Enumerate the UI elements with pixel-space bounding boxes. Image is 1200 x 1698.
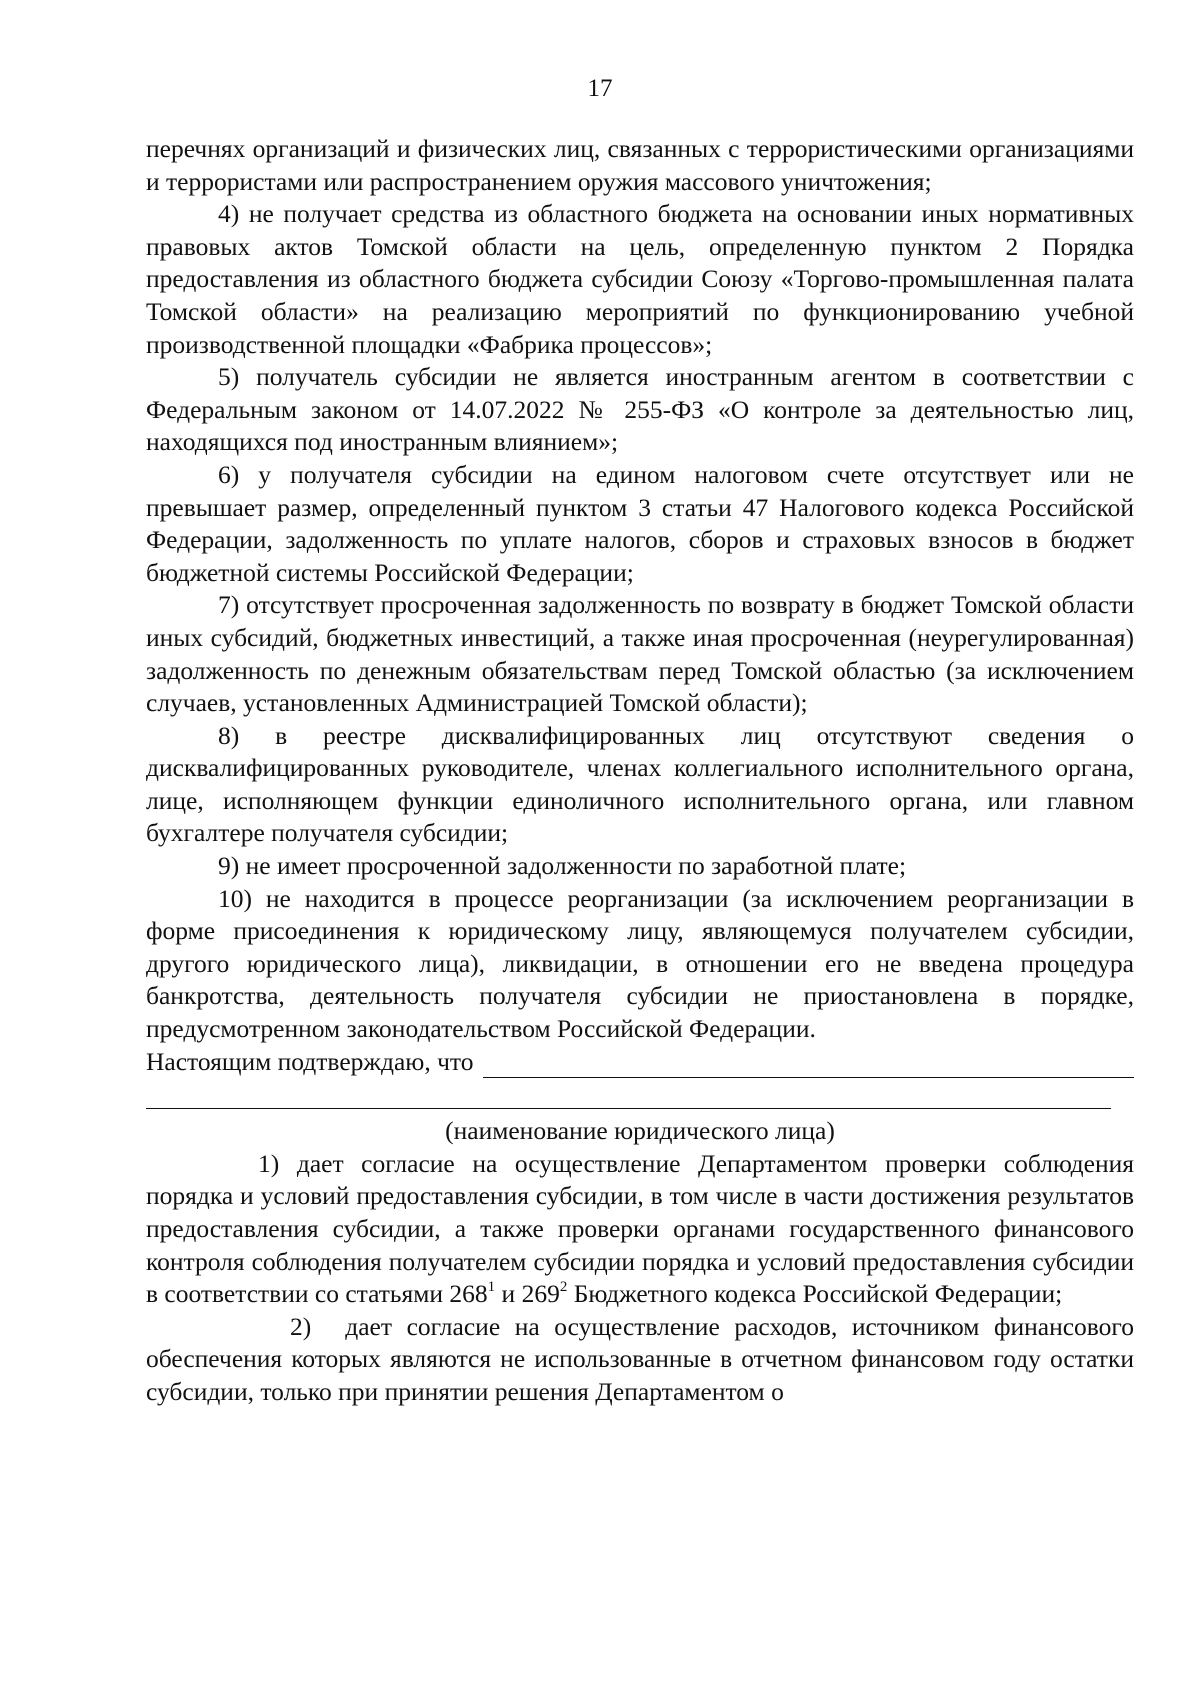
page-number: 17 [587,75,613,102]
list-item-6: 6) у получателя субсидии на едином налоговом счете отсутствует или не превышает размер, определенный пунктом 3 статьи 47 Налогового кодекса Российской Федерации, задолженность по уплате налогов, сборов и страховых взносов в бюджет бюджетной системы Российской Федерации; [146,459,1134,587]
list-item-5: 5) получатель субсидии не является иностранным агентом в соответствии с Федеральным законом от 14.07.2022 № 255-ФЗ «О контроле за деятельностью лиц, находящихся под иностранным влиянием»; [146,362,1134,457]
entity-name-blank [483,1053,1134,1078]
confirmation-lead: Настоящим подтверждаю, что [146,1046,474,1076]
consent-item-1-sup-b: 2 [559,1279,568,1296]
consent-item-2-number: 2) [290,1311,312,1341]
list-item-9: 9) не имеет просроченной задолженности по заработной плате; [218,851,907,881]
consent-item-1-sup-a: 1 [487,1279,496,1296]
document-body [146,133,1134,1409]
entity-name-caption: (наименование юридического лица) [445,1116,835,1146]
list-item-4: 4) не получает средства из областного бюджета на основании иных нормативных правовых актов Томской области на цель, определенную пунктом 2 Порядка предоставления из областного бюджета субсидии Союзу «Торгово-промышленная палата Томской области» на реализацию мероприятий по функционированию учебной производственной площадки «Фабрика процессов»; [146,199,1134,359]
confirmation-line [146,1046,1134,1079]
consent-item-2-text: дает согласие на осуществление расходов, источником финансового обеспечения которых являются не использованные в отчетном финансовом году остатки субсидии, только при принятии решения Департаментом о [146,1311,1134,1406]
consent-item-1 [146,1148,1134,1311]
consent-item-1-text-a: дает согласие на осуществление Департаментом проверки соблюдения порядка и условий предоставления субсидии, в том числе в части достижения результатов предоставления субсидии, а также проверки органами государственного финансового контроля соблюдения получателем субсидии порядка и условий предоставления субсидии в соответствии со статьями 268 [146,1148,1134,1309]
consent-item-1-number: 1) [258,1148,280,1178]
consent-item-1-text-c: Бюджетного кодекса Российской Федерации; [567,1279,1063,1309]
consent-item-1-text-b: и 269 [495,1279,560,1309]
consent-item-2 [146,1311,1134,1409]
list-item-8: 8) в реестре дисквалифицированных лиц отсутствуют сведения о дисквалифицированных руководителе, членах коллегиального исполнительного органа, лице, исполняющем функции единоличного исполнительного органа, или главном бухгалтере получателя субсидии; [146,720,1134,848]
list-item-7: 7) отсутствует просроченная задолженность по возврату в бюджет Томской области иных субсидий, бюджетных инвестиций, а также иная просроченная (неурегулированная) задолженность по денежным обязательствам перед Томской областью (за исключением случаев, установленных Администрацией Томской области); [146,590,1134,718]
entity-name-blank-line-2 [146,1078,1111,1109]
paragraph-continuation: перечнях организаций и физических лиц, связанных с террористическими организациями и террористами или распространением оружия массового уничтожения; [146,134,1134,196]
list-item-10: 10) не находится в процессе реорганизации (за исключением реорганизации в форме присоединения к юридическому лицу, являющемуся получателем субсидии, другого юридического лица), ликвидации, в отношении его не введена процедура банкротства, деятельность получателя субсидии не приостановлена в порядке, предусмотренном законодательством Российской Федерации. [146,883,1134,1044]
